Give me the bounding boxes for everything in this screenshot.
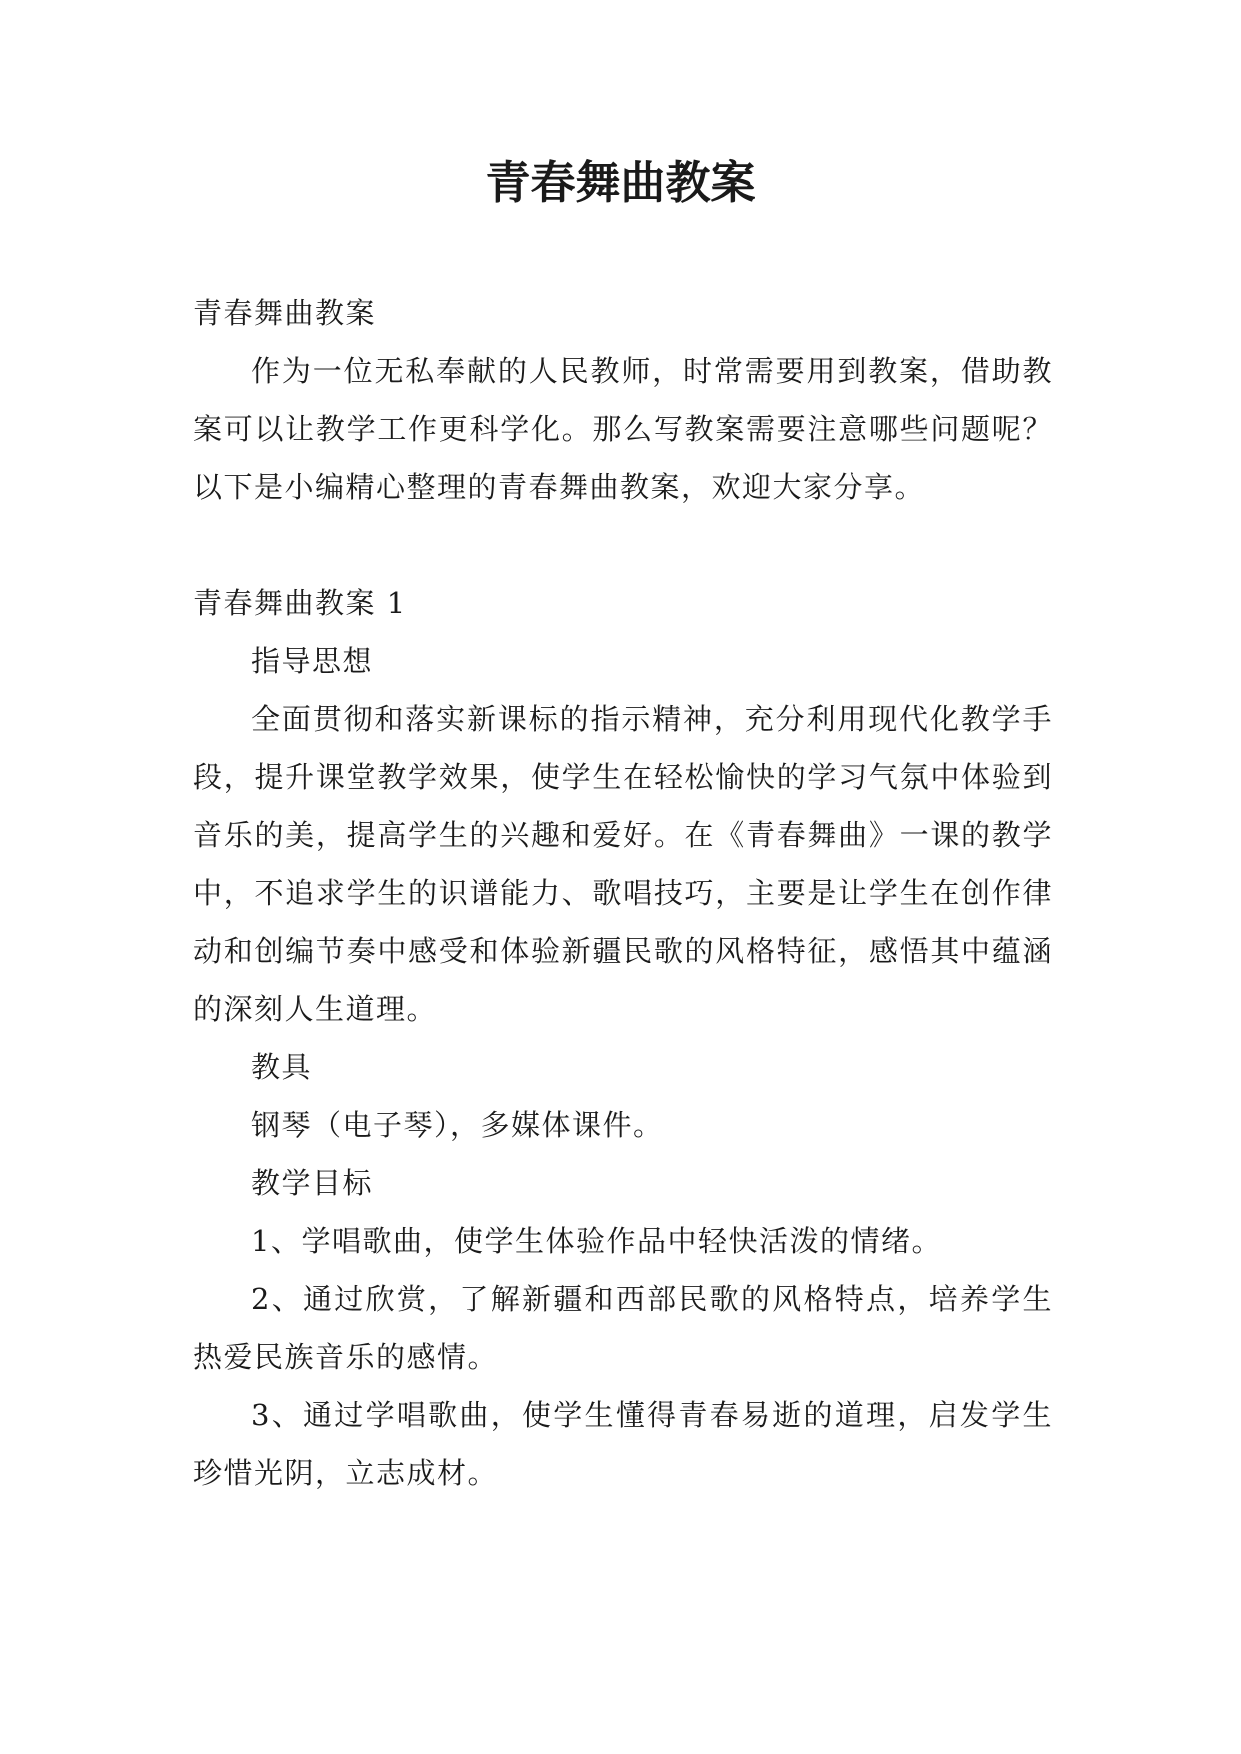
tools-paragraph: 钢琴（电子琴），多媒体课件。 bbox=[251, 1108, 664, 1142]
goal-item-3: 3、通过学唱歌曲，使学生懂得青春易逝的道理，启发学生珍惜光阴，立志成材。 bbox=[193, 1398, 1053, 1490]
guiding-heading: 指导思想 bbox=[251, 644, 374, 678]
goals-heading: 教学目标 bbox=[251, 1166, 374, 1200]
tools-heading: 教具 bbox=[251, 1050, 313, 1084]
guiding-paragraph: 全面贯彻和落实新课标的指示精神，充分利用现代化教学手段，提升课堂教学效果，使学生在轻松愉快的学习气氛中体验到音乐的美，提高学生的兴趣和爱好。在《青春舞曲》一课的教学中，不追求学生的识谱能力、歌唱技巧，主要是让学生在创作律动和创编节奏中感受和体验新疆民歌的风格特征，感悟其中蕴涵的深刻人生道理。 bbox=[193, 702, 1053, 1026]
paragraph-spacer bbox=[193, 516, 1053, 574]
document-title: 青春舞曲教案 bbox=[485, 156, 756, 209]
goal-item-1: 1、学唱歌曲，使学生体验作品中轻快活泼的情绪。 bbox=[251, 1224, 942, 1258]
goal-item-2: 2、通过欣赏，了解新疆和西部民歌的风格特点，培养学生热爱民族音乐的感情。 bbox=[193, 1282, 1053, 1374]
section-heading: 青春舞曲教案 1 bbox=[193, 586, 407, 620]
document-body bbox=[193, 284, 1053, 1502]
intro-paragraph: 作为一位无私奉献的人民教师，时常需要用到教案，借助教案可以让教学工作更科学化。那么写教案需要注意哪些问题呢？以下是小编精心整理的青春舞曲教案，欢迎大家分享。 bbox=[193, 354, 1053, 504]
document-subtitle: 青春舞曲教案 bbox=[193, 296, 377, 330]
